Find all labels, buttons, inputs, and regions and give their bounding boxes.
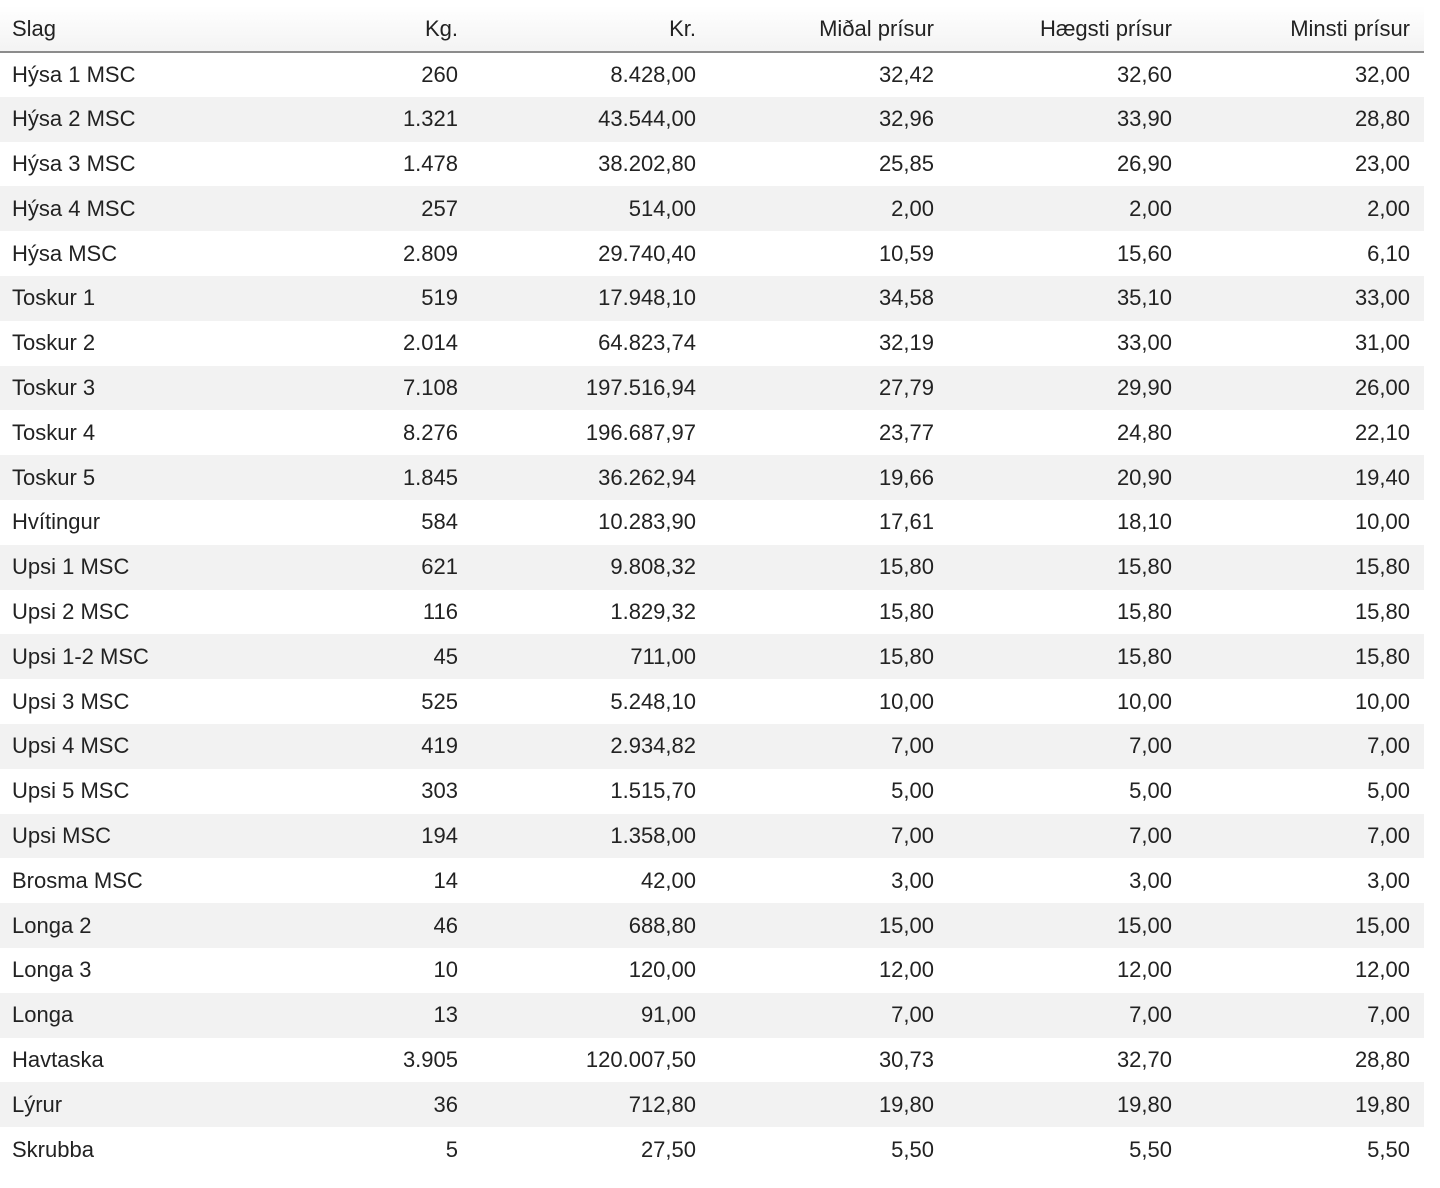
- table-row: [0, 590, 1424, 635]
- cell-weight-kg: 8.276: [402, 419, 458, 445]
- cell-highest-price: 15,80: [1116, 643, 1172, 669]
- cell-total-kr: 43.544,00: [598, 106, 696, 132]
- cell-lowest-price: 6,10: [1367, 240, 1410, 266]
- cell-total-kr: 10.283,90: [598, 509, 696, 535]
- cell-species: Toskur 1: [12, 285, 96, 311]
- cell-average-price: 7,00: [891, 733, 934, 759]
- cell-species: Longa 2: [12, 912, 92, 938]
- cell-total-kr: 688,80: [628, 912, 696, 938]
- cell-highest-price: 26,90: [1116, 150, 1172, 176]
- cell-weight-kg: 260: [421, 61, 458, 87]
- cell-highest-price: 3,00: [1129, 867, 1172, 893]
- cell-average-price: 32,42: [878, 61, 934, 87]
- cell-average-price: 15,00: [878, 912, 934, 938]
- cell-lowest-price: 15,80: [1354, 643, 1410, 669]
- cell-lowest-price: 10,00: [1354, 509, 1410, 535]
- cell-average-price: 2,00: [891, 195, 934, 221]
- cell-average-price: 32,19: [878, 330, 934, 356]
- cell-lowest-price: 28,80: [1354, 106, 1410, 132]
- table-row: [0, 410, 1424, 455]
- cell-average-price: 12,00: [878, 957, 934, 983]
- cell-species: Upsi 3 MSC: [12, 688, 130, 714]
- cell-weight-kg: 46: [433, 912, 458, 938]
- cell-species: Hýsa 2 MSC: [12, 106, 136, 132]
- cell-total-kr: 1.358,00: [610, 822, 696, 848]
- cell-average-price: 32,96: [878, 106, 934, 132]
- cell-weight-kg: 194: [421, 822, 458, 848]
- table-row: [0, 993, 1424, 1038]
- cell-average-price: 19,80: [878, 1091, 934, 1117]
- cell-average-price: 7,00: [891, 1002, 934, 1028]
- cell-highest-price: 15,80: [1116, 598, 1172, 624]
- cell-total-kr: 27,50: [640, 1136, 696, 1162]
- table-row: [0, 769, 1424, 814]
- cell-weight-kg: 419: [421, 733, 458, 759]
- cell-weight-kg: 303: [421, 778, 458, 804]
- cell-weight-kg: 45: [433, 643, 458, 669]
- column-header-highest-price[interactable]: Hægsti prísur: [948, 6, 1186, 52]
- table-row: [0, 1127, 1424, 1172]
- cell-species: Upsi 4 MSC: [12, 733, 130, 759]
- cell-highest-price: 32,60: [1116, 61, 1172, 87]
- cell-highest-price: 7,00: [1129, 1002, 1172, 1028]
- cell-lowest-price: 33,00: [1354, 285, 1410, 311]
- cell-average-price: 25,85: [878, 150, 934, 176]
- table-row: [0, 545, 1424, 590]
- cell-lowest-price: 15,00: [1354, 912, 1410, 938]
- column-header-kr[interactable]: Kr.: [472, 6, 710, 52]
- table-row: [0, 858, 1424, 903]
- cell-total-kr: 514,00: [628, 195, 696, 221]
- cell-total-kr: 120,00: [628, 957, 696, 983]
- cell-total-kr: 9.808,32: [610, 554, 696, 580]
- cell-total-kr: 5.248,10: [610, 688, 696, 714]
- cell-highest-price: 15,60: [1116, 240, 1172, 266]
- cell-weight-kg: 7.108: [402, 374, 458, 400]
- cell-average-price: 5,50: [891, 1136, 934, 1162]
- cell-lowest-price: 19,40: [1354, 464, 1410, 490]
- cell-weight-kg: 2.014: [402, 330, 458, 356]
- cell-weight-kg: 36: [433, 1091, 458, 1117]
- cell-species: Hýsa MSC: [12, 240, 118, 266]
- column-header-average-price[interactable]: Miðal prísur: [710, 6, 948, 52]
- cell-total-kr: 42,00: [640, 867, 696, 893]
- header-row: [0, 6, 1424, 52]
- cell-highest-price: 29,90: [1116, 374, 1172, 400]
- cell-lowest-price: 7,00: [1367, 733, 1410, 759]
- table-row: [0, 455, 1424, 500]
- price-table-container: [0, 6, 1424, 1172]
- cell-species: Hvítingur: [12, 509, 101, 535]
- cell-total-kr: 2.934,82: [610, 733, 696, 759]
- cell-species: Hýsa 1 MSC: [12, 61, 136, 87]
- cell-lowest-price: 3,00: [1367, 867, 1410, 893]
- cell-weight-kg: 1.478: [402, 150, 458, 176]
- cell-highest-price: 33,00: [1116, 330, 1172, 356]
- cell-average-price: 17,61: [878, 509, 934, 535]
- table-row: [0, 1038, 1424, 1083]
- table-row: [0, 276, 1424, 321]
- cell-average-price: 19,66: [878, 464, 934, 490]
- table-row: [0, 948, 1424, 993]
- cell-species: Toskur 3: [12, 374, 96, 400]
- cell-species: Skrubba: [12, 1136, 94, 1162]
- cell-species: Havtaska: [12, 1046, 104, 1072]
- cell-highest-price: 7,00: [1129, 822, 1172, 848]
- cell-species: Upsi MSC: [12, 822, 112, 848]
- cell-lowest-price: 22,10: [1354, 419, 1410, 445]
- cell-weight-kg: 1.845: [402, 464, 458, 490]
- cell-lowest-price: 7,00: [1367, 822, 1410, 848]
- cell-highest-price: 32,70: [1116, 1046, 1172, 1072]
- table-row: [0, 814, 1424, 859]
- cell-lowest-price: 23,00: [1354, 150, 1410, 176]
- cell-weight-kg: 621: [421, 554, 458, 580]
- cell-highest-price: 15,80: [1116, 554, 1172, 580]
- cell-species: Hýsa 3 MSC: [12, 150, 136, 176]
- cell-total-kr: 17.948,10: [598, 285, 696, 311]
- cell-lowest-price: 10,00: [1354, 688, 1410, 714]
- price-table: [0, 6, 1424, 1172]
- cell-lowest-price: 15,80: [1354, 598, 1410, 624]
- cell-highest-price: 18,10: [1116, 509, 1172, 535]
- table-row: [0, 142, 1424, 187]
- cell-average-price: 10,00: [878, 688, 934, 714]
- cell-average-price: 27,79: [878, 374, 934, 400]
- cell-total-kr: 197.516,94: [585, 374, 696, 400]
- cell-species: Upsi 2 MSC: [12, 598, 130, 624]
- cell-weight-kg: 5: [445, 1136, 458, 1162]
- column-header-lowest-price[interactable]: Minsti prísur: [1186, 6, 1424, 52]
- cell-average-price: 34,58: [878, 285, 934, 311]
- cell-lowest-price: 12,00: [1354, 957, 1410, 983]
- cell-species: Longa: [12, 1002, 74, 1028]
- cell-total-kr: 91,00: [640, 1002, 696, 1028]
- cell-total-kr: 64.823,74: [598, 330, 696, 356]
- cell-lowest-price: 31,00: [1354, 330, 1410, 356]
- table-row: [0, 724, 1424, 769]
- cell-weight-kg: 525: [421, 688, 458, 714]
- cell-species: Toskur 5: [12, 464, 96, 490]
- cell-average-price: 3,00: [891, 867, 934, 893]
- cell-highest-price: 15,00: [1116, 912, 1172, 938]
- cell-highest-price: 5,00: [1129, 778, 1172, 804]
- cell-lowest-price: 28,80: [1354, 1046, 1410, 1072]
- table-row: [0, 321, 1424, 366]
- cell-lowest-price: 32,00: [1354, 61, 1410, 87]
- table-row: [0, 679, 1424, 724]
- cell-total-kr: 36.262,94: [598, 464, 696, 490]
- cell-lowest-price: 5,00: [1367, 778, 1410, 804]
- cell-species: Hýsa 4 MSC: [12, 195, 136, 221]
- cell-total-kr: 712,80: [628, 1091, 696, 1117]
- table-row: [0, 186, 1424, 231]
- table-row: [0, 366, 1424, 411]
- cell-weight-kg: 1.321: [402, 106, 458, 132]
- table-body: [0, 52, 1424, 1172]
- cell-highest-price: 24,80: [1116, 419, 1172, 445]
- table-header: [0, 6, 1424, 52]
- table-row: [0, 1082, 1424, 1127]
- cell-species: Upsi 5 MSC: [12, 778, 130, 804]
- cell-highest-price: 20,90: [1116, 464, 1172, 490]
- cell-species: Toskur 4: [12, 419, 96, 445]
- cell-total-kr: 38.202,80: [598, 150, 696, 176]
- table-row: [0, 52, 1424, 97]
- column-header-kg[interactable]: Kg.: [292, 6, 472, 52]
- cell-lowest-price: 15,80: [1354, 554, 1410, 580]
- cell-weight-kg: 116: [422, 598, 458, 624]
- cell-average-price: 15,80: [878, 554, 934, 580]
- cell-species: Lýrur: [12, 1091, 63, 1117]
- cell-highest-price: 7,00: [1129, 733, 1172, 759]
- cell-weight-kg: 257: [421, 195, 458, 221]
- cell-average-price: 15,80: [878, 598, 934, 624]
- cell-total-kr: 8.428,00: [610, 61, 696, 87]
- cell-weight-kg: 3.905: [402, 1046, 458, 1072]
- cell-species: Upsi 1-2 MSC: [12, 643, 149, 669]
- table-row: [0, 903, 1424, 948]
- cell-weight-kg: 10: [433, 957, 458, 983]
- cell-lowest-price: 7,00: [1367, 1002, 1410, 1028]
- table-row: [0, 634, 1424, 679]
- table-row: [0, 231, 1424, 276]
- cell-lowest-price: 26,00: [1354, 374, 1410, 400]
- cell-species: Longa 3: [12, 957, 92, 983]
- cell-weight-kg: 13: [433, 1002, 458, 1028]
- cell-average-price: 23,77: [878, 419, 934, 445]
- cell-weight-kg: 519: [421, 285, 458, 311]
- cell-highest-price: 33,90: [1116, 106, 1172, 132]
- cell-average-price: 5,00: [891, 778, 934, 804]
- table-row: [0, 500, 1424, 545]
- cell-species: Brosma MSC: [12, 867, 143, 893]
- cell-lowest-price: 2,00: [1367, 195, 1410, 221]
- cell-average-price: 30,73: [878, 1046, 934, 1072]
- cell-total-kr: 29.740,40: [598, 240, 696, 266]
- cell-highest-price: 5,50: [1129, 1136, 1172, 1162]
- cell-average-price: 15,80: [878, 643, 934, 669]
- cell-highest-price: 10,00: [1116, 688, 1172, 714]
- cell-weight-kg: 14: [433, 867, 458, 893]
- cell-total-kr: 1.829,32: [610, 598, 696, 624]
- cell-highest-price: 19,80: [1116, 1091, 1172, 1117]
- cell-species: Upsi 1 MSC: [12, 554, 130, 580]
- column-header-slag[interactable]: Slag: [0, 6, 292, 52]
- cell-highest-price: 35,10: [1116, 285, 1172, 311]
- cell-total-kr: 711,00: [630, 643, 696, 669]
- table-row: [0, 97, 1424, 142]
- cell-lowest-price: 19,80: [1354, 1091, 1410, 1117]
- cell-highest-price: 12,00: [1116, 957, 1172, 983]
- cell-lowest-price: 5,50: [1367, 1136, 1410, 1162]
- cell-average-price: 10,59: [878, 240, 934, 266]
- cell-weight-kg: 584: [421, 509, 458, 535]
- cell-total-kr: 120.007,50: [585, 1046, 696, 1072]
- cell-total-kr: 1.515,70: [610, 778, 696, 804]
- cell-average-price: 7,00: [891, 822, 934, 848]
- cell-highest-price: 2,00: [1129, 195, 1172, 221]
- cell-total-kr: 196.687,97: [585, 419, 696, 445]
- cell-species: Toskur 2: [12, 330, 96, 356]
- cell-weight-kg: 2.809: [402, 240, 458, 266]
